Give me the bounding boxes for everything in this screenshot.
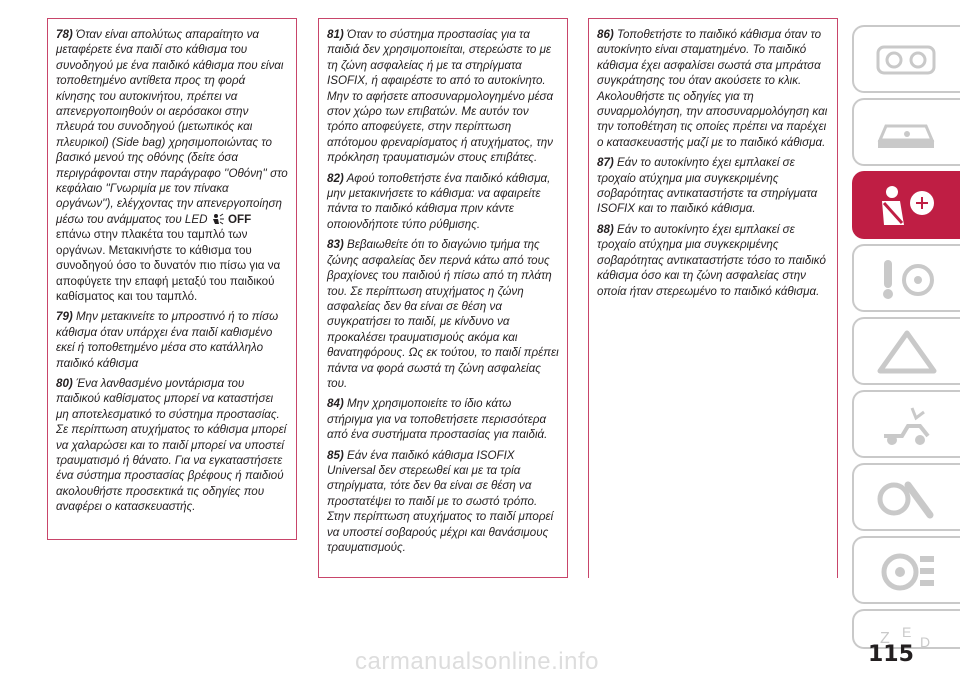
note-text: επάνω στην πλακέτα του ταμπλό των οργάνων. Μετακινήστε το κάθισμα του συνοδηγού όσο το δυνατόν πιο πίσω για να αποφύγετε την επαφή μεταξύ του παιδικού καθίσματος και του ταμπλό. [56,228,281,303]
note-80 [56,376,288,515]
emergency-icon [872,402,942,448]
note-text: Όταν το σύστημα προστασίας για τα παιδιά δεν χρησιμοποιείται, στερεώστε το με τη ζώνη ασφαλείας ή με τα στηρίγματα ISOFIX, ή αφαιρέστε το από το αυτοκίνητο. Μην το αφήσετε αποσυναρμολογημένο μέσα στον χώρο των επιβατών. Με αυτόν τον τρόπο αποφεύγετε, στην περίπτωση απότομου φρεναρίσματος ή ατυχήματος, την πρόκληση τραυματισμών στους επιβάτες. [327,28,554,165]
note-text: Βεβαιωθείτε ότι το διαγώνιο τμήμα της ζώνης ασφαλείας δεν περνά κάτω από τους βραχίονες του παιδιού ή πίσω από τη πλάτη του. Σε περίπτωση ατυχήματος η ζώνη ασφαλείας δεν θα είναι σε θέση να συγκρατήσει το παιδί, με κίνδυνο να προκαλέσει τραυματισμούς ακόμα και θανατηφόρους. Ως εκ τούτου, το παιδί πρέπει πάντα να φορά σωστά τη ζώνη ασφαλείας του. [327,238,559,390]
note-85 [327,448,559,556]
tab-maintenance[interactable] [852,463,960,531]
note-text: Ένα λανθασμένο μοντάρισμα του παιδικού καθίσματος μπορεί να καταστήσει μη αποτελεσματικό το σύστημα προστασίας. Σε περίπτωση ατυχήματος το κάθισμα μπορεί να χαλαρώσει και το παιδί μπορεί να υποστεί τραυματισμό ή θάνατο. Για να εγκαταστήσετε ένα σύστημα προστασίας βρέφους ή παιδιού ακολουθήστε προσεκτικά τις οδηγίες που αναφέρει ο κατασκευαστής. [56,376,287,514]
note-text: Όταν είναι απολύτως απαραίτητο να μεταφέρετε ένα παιδί στο κάθισμα του συνοδηγού με ένα παιδικό κάθισμα που είναι τοποθετημένο αντίθετα προς τη φορά κίνησης του αυτοκινήτου, πρέπει να απενεργοποιηθούν οι αερόσακοι στην πλευρά του συνοδηγού (μετωπικός και πλευρικοί) (Side bag) χρησιμοποιώντας το βασικό μενού της οθόνης (δείτε όσα περιγράφονται στην παράγραφο ''Οθόνη'' στο κεφάλαιο ''Γνωριμία με τον πίνακα οργάνων''), ελέγχοντας την απενεργοποίηση μέσω του ανάμματος του LED [56,28,288,226]
note-text: Εάν ένα παιδικό κάθισμα ISOFIX Universal δεν στερεωθεί και με τα τρία στηρίγματα, τότε δεν θα είναι σε θέση να προστατέψει το παιδί με το σωστό τρόπο. Στην περίπτωση ατυχήματος το παιδί μπορεί να υποστεί σοβαρούς μέχρι και θανάσιμους τραυματισμούς. [327,448,554,554]
note-82 [327,171,559,233]
tab-technical-data[interactable] [852,536,960,604]
chapter-sidebar [852,25,960,665]
safety-seatbelt-airbag-icon [872,183,942,229]
car-info-icon [872,110,942,156]
note-number: 86) [597,28,614,41]
note-number: 78) [56,28,73,41]
note-79 [56,309,288,371]
technical-data-icon [872,548,942,594]
watermark: carmanualsonline.info [355,648,599,675]
note-87 [597,155,829,217]
text-column-1 [47,18,297,540]
svg-text:E: E [902,624,912,640]
passenger-airbag-off-icon [211,213,225,225]
note-81 [327,27,559,166]
dashboard-icon [872,37,942,83]
note-83 [327,237,559,391]
svg-text:Z: Z [880,630,890,647]
note-text: Αφού τοποθετήστε ένα παιδικό κάθισμα, μην μετακινήσετε το κάθισμα: να αφαιρείτε πάντα το παιδικό κάθισμα πριν κάντε οποιονδήποτε τύπο ρύθμισης. [327,171,551,231]
text-column-2 [318,18,568,578]
note-number: 82) [327,171,344,185]
maintenance-icon [872,475,942,521]
note-number: 79) [56,310,73,324]
tab-car-info[interactable] [852,98,960,166]
tab-starting-driving[interactable] [852,244,960,312]
note-88 [597,222,829,299]
note-text: Τοποθετήστε το παιδικό κάθισμα όταν το αυτοκίνητο είναι σταματημένο. Το παιδικό κάθισμα έχει ασφαλίσει σωστά στα μπράτσα συγκράτησης του όταν ακούσετε το κλικ. Ακολουθήστε τις οδηγίες για τη συναρμολόγηση, την αποσυναρμολόγηση και την τοποθέτηση τις οποίες πρέπει να παρέχει ο κατασκευαστής μαζί με το παιδικό κάθισμα. [597,28,828,149]
text-column-3 [588,18,838,578]
starting-driving-icon [872,256,942,302]
note-text: Εάν το αυτοκίνητο έχει εμπλακεί σε τροχαίο ατύχημα μια συγκεκριμένης σοβαρότητας αντικαταστήστε τόσο το παιδικό κάθισμα όσο και τη ζώνη ασφαλείας στην οποία ήταν στερεωμένο το παιδικό κάθισμα. [597,222,826,298]
tab-warning[interactable] [852,317,960,385]
note-86 [597,27,829,150]
note-number: 84) [327,397,344,411]
tab-dashboard[interactable] [852,25,960,93]
off-label: OFF [227,212,252,226]
note-number: 81) [327,28,344,41]
svg-text:D: D [920,634,931,650]
tab-emergency[interactable] [852,390,960,458]
note-84 [327,396,559,442]
note-number: 88) [597,222,614,236]
note-text: Μην μετακινείτε το μπροστινό ή το πίσω κάθισμα όταν υπάρχει ένα παιδί καθισμένο εκεί ή τοποθετημένο μέσα στο κατάλληλο παιδικό κάθισμα [56,310,279,370]
note-78 [56,27,288,304]
note-number: 85) [327,448,344,462]
note-text: Εάν το αυτοκίνητο έχει εμπλακεί σε τροχαίο ατύχημα μια συγκεκριμένης σοβαρότητας αντικαταστήστε τα στηρίγματα ISOFIX και το παιδικό κάθισμα. [597,156,818,216]
note-number: 83) [327,238,344,252]
note-number: 80) [56,376,73,390]
tab-safety[interactable] [852,171,960,239]
page-number: 115 [868,642,914,667]
warning-triangle-icon [872,329,942,375]
note-number: 87) [597,156,614,170]
note-text: Μην χρησιμοποιείτε το ίδιο κάτω στήριγμα για να τοποθετήσετε περισσότερα από ένα συστήματα προστασίας για παιδιά. [327,397,548,442]
